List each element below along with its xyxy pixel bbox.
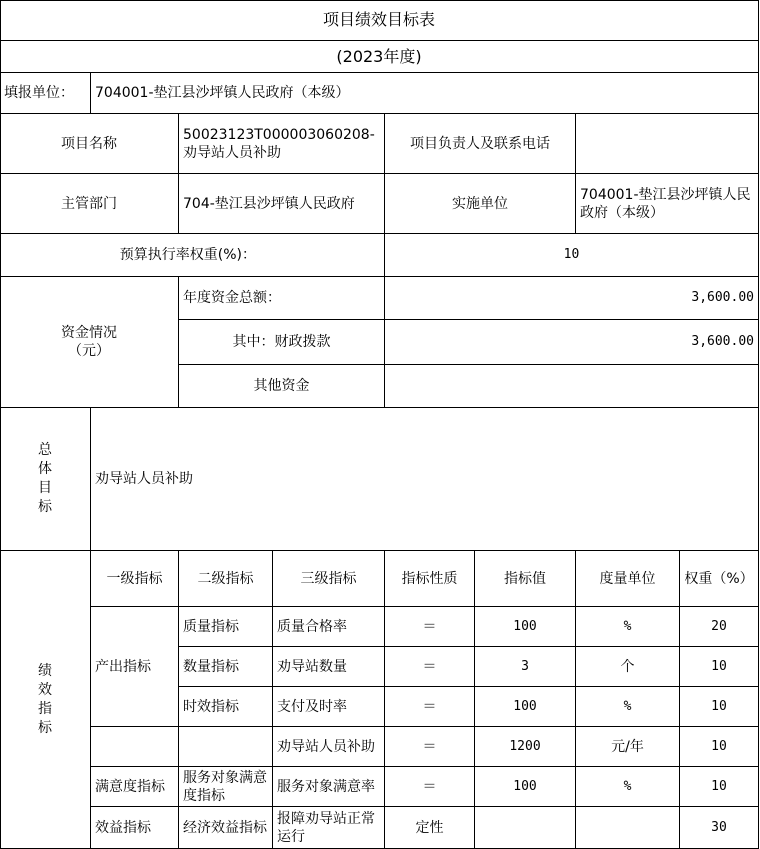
row2-level2: 数量指标 (179, 647, 273, 687)
header-unit: 度量单位 (576, 551, 680, 607)
budget-weight-value: 10 (385, 234, 759, 277)
row3-level2: 时效指标 (179, 687, 273, 727)
row6-level1: 效益指标 (91, 807, 179, 849)
other-funds-label: 其他资金 (179, 365, 385, 408)
row1-level2: 质量指标 (179, 607, 273, 647)
row6-nature: 定性 (385, 807, 475, 849)
page-title: 项目绩效目标表 (0, 0, 759, 41)
row5-level1: 满意度指标 (91, 767, 179, 807)
goal-label-text: 总体目标 (38, 442, 52, 515)
year-label: (2023年度) (0, 41, 759, 73)
impl-label: 实施单位 (385, 174, 576, 234)
dept-value: 704-垫江县沙坪镇人民政府 (179, 174, 385, 234)
row4-value: 1200 (475, 727, 576, 767)
fiscal-funds-label: 其中：财政拨款 (179, 320, 385, 365)
report-unit-value: 704001-垫江县沙坪镇人民政府（本级） (91, 73, 759, 114)
contact-label: 项目负责人及联系电话 (385, 114, 576, 174)
header-level2: 二级指标 (179, 551, 273, 607)
fiscal-funds-value: 3,600.00 (385, 320, 759, 365)
row5-weight: 10 (680, 767, 759, 807)
row4-unit: 元/年 (576, 727, 680, 767)
row4-level2 (179, 727, 273, 767)
goal-label (0, 408, 91, 551)
row5-nature: ＝ (385, 767, 475, 807)
row5-level2: 服务对象满意度指标 (179, 767, 273, 807)
header-nature: 指标性质 (385, 551, 475, 607)
level1-output: 产出指标 (91, 607, 179, 727)
row4-nature: ＝ (385, 727, 475, 767)
row6-weight: 30 (680, 807, 759, 849)
header-value: 指标值 (475, 551, 576, 607)
row1-weight: 20 (680, 607, 759, 647)
header-level1: 一级指标 (91, 551, 179, 607)
report-unit-label: 填报单位： (0, 73, 91, 114)
row6-value (475, 807, 576, 849)
row5-level3: 服务对象满意率 (273, 767, 385, 807)
row3-level3: 支付及时率 (273, 687, 385, 727)
row4-weight: 10 (680, 727, 759, 767)
header-level3: 三级指标 (273, 551, 385, 607)
total-funds-value: 3,600.00 (385, 277, 759, 320)
header-weight: 权重（%） (680, 551, 759, 607)
row3-value: 100 (475, 687, 576, 727)
row5-unit: % (576, 767, 680, 807)
row6-unit (576, 807, 680, 849)
row4-level1 (91, 727, 179, 767)
row3-nature: ＝ (385, 687, 475, 727)
row2-weight: 10 (680, 647, 759, 687)
row1-nature: ＝ (385, 607, 475, 647)
indicator-label-text: 绩效指标 (38, 662, 52, 736)
total-funds-label: 年度资金总额： (179, 277, 385, 320)
project-name-label: 项目名称 (0, 114, 179, 174)
dept-label: 主管部门 (0, 174, 179, 234)
row2-value: 3 (475, 647, 576, 687)
goal-value: 劝导站人员补助 (91, 408, 759, 551)
contact-value (576, 114, 759, 174)
budget-weight-label: 预算执行率权重(%)： (0, 234, 385, 277)
row1-unit: % (576, 607, 680, 647)
indicator-label (0, 551, 91, 849)
row2-nature: ＝ (385, 647, 475, 687)
row2-level3: 劝导站数量 (273, 647, 385, 687)
row3-weight: 10 (680, 687, 759, 727)
row6-level2: 经济效益指标 (179, 807, 273, 849)
project-name-value: 50023123T000003060208-劝导站人员补助 (179, 114, 385, 174)
funds-label-text: 资金情况（元） (61, 325, 117, 359)
funds-label (0, 277, 179, 408)
impl-value: 704001-垫江县沙坪镇人民政府（本级） (576, 174, 759, 234)
row5-value: 100 (475, 767, 576, 807)
row2-unit: 个 (576, 647, 680, 687)
row4-level3: 劝导站人员补助 (273, 727, 385, 767)
row1-value: 100 (475, 607, 576, 647)
other-funds-value (385, 365, 759, 408)
row3-unit: % (576, 687, 680, 727)
row1-level3: 质量合格率 (273, 607, 385, 647)
row6-level3: 报障劝导站正常运行 (273, 807, 385, 849)
